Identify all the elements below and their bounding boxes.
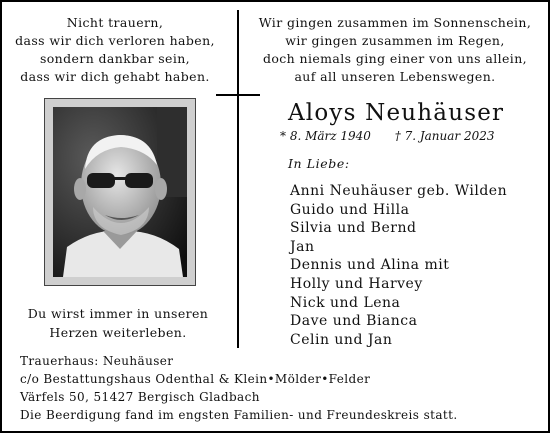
mourner-item: Anni Neuhäuser geb. Wilden [290,183,508,199]
portrait-photo-frame [44,98,196,286]
life-dates [280,129,540,143]
cross-icon [237,10,239,348]
cross-bar [216,94,260,96]
mourner-item: Jan [290,238,315,255]
footer-info [20,352,540,424]
portrait-photo [53,107,187,277]
death-date: † 7. Januar 2023 [394,129,495,143]
verse-right-line: Wir gingen zusammen im Sonnenschein, [258,15,532,30]
footer-line: c/o Bestattungshaus Odenthal & Klein•Mölder•Felder [20,372,371,386]
verse-left [10,14,220,86]
mourner-item: Silvia und Bernd [290,220,417,237]
photo-caption-line: Du wirst immer in unseren [27,306,209,321]
birth-date: * 8. März 1940 [280,129,371,143]
mourner-item: Guido und Hilla [290,201,410,218]
deceased-name: Aloys Neuhäuser [288,100,505,126]
verse-right [250,14,540,86]
portrait-photo-illustration [53,107,187,277]
mourners-list [290,182,507,349]
footer-line: Die Beerdigung fand im engsten Familien- und Freundeskreis statt. [20,408,458,422]
mourner-item: Dave und Bianca [290,313,418,330]
mourner-item: Dennis und Alina mit [290,257,450,274]
verse-left-line: sondern dankbar sein, [39,51,191,66]
verse-right-line: wir gingen zusammen im Regen, [285,33,505,48]
mourner-item: Nick und Lena [290,294,401,311]
verse-right-line: auf all unseren Lebenswegen. [294,69,496,84]
photo-caption-line: Herzen weiterleben. [49,325,187,340]
verse-left-line: dass wir dich gehabt haben. [20,69,210,84]
footer-line: Värfels 50, 51427 Bergisch Gladbach [20,390,260,404]
mourner-item: Holly und Harvey [290,275,423,292]
verse-right-line: doch niemals ging einer von uns allein, [262,51,528,66]
photo-caption [10,304,226,342]
footer-line: Trauerhaus: Neuhäuser [20,354,174,368]
in-liebe-label: In Liebe: [288,156,350,171]
verse-left-line: dass wir dich verloren haben, [15,33,215,48]
verse-left-line: Nicht trauern, [66,15,164,30]
mourner-item: Celin und Jan [290,331,393,348]
